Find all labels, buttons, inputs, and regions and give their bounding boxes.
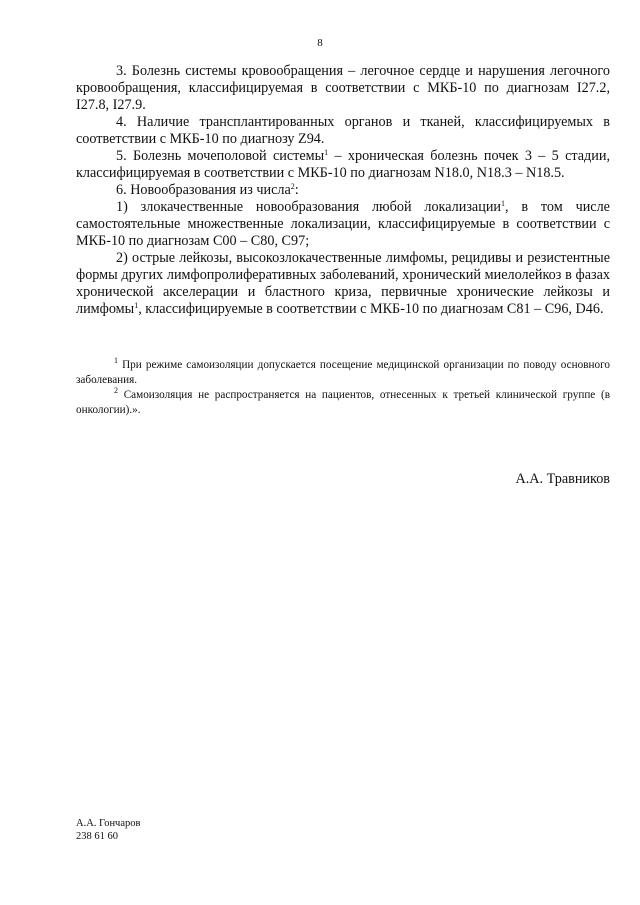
executor-phone: 238 61 60 bbox=[76, 831, 118, 842]
paragraph-text: 5. Болезнь мочеполовой системы bbox=[116, 148, 325, 164]
footnote-2 bbox=[76, 388, 610, 418]
paragraph-text: 2) острые лейкозы, высокозлокачественные лимфомы, рецидивы и резистентные формы других лимфопролиферативных заболеваний, хронический миелолейкоз в фазах хронической акселерации и бластного криза, первичные хронические лейкозы и лимфомы bbox=[76, 250, 610, 317]
footnote-reference: 1 bbox=[134, 301, 139, 310]
executor-block bbox=[76, 817, 140, 843]
paragraph-text: , классифицируемые в соответствии с МКБ-10 по диагнозам C81 – C96, D46. bbox=[138, 301, 604, 317]
paragraph-6-item-2 bbox=[76, 250, 610, 318]
footnote-1 bbox=[76, 358, 610, 388]
paragraph-text: – хроническая болезнь почек 3 – 5 стадии, классифицируемая в соответствии с МКБ-10 по диагнозам N18.0, N18.3 – N18.5. bbox=[76, 148, 610, 181]
paragraph-text: : bbox=[294, 182, 299, 198]
executor-name: А.А. Гончаров bbox=[76, 818, 141, 829]
footnote-reference: 1 bbox=[324, 148, 329, 157]
page-number: 8 bbox=[317, 37, 323, 49]
footnote-text: При режиме самоизоляции допускается посещение медицинской организации по поводу основного заболевания. bbox=[76, 359, 610, 386]
paragraph-4: 4. Наличие трансплантированных органов и тканей, классифицируемых в соответствии с МКБ-10 по диагнозу Z94. bbox=[76, 114, 610, 147]
paragraph-text: 1) злокачественные новообразования любой локализации bbox=[116, 199, 501, 215]
footnote-reference: 2 bbox=[290, 182, 295, 191]
paragraph-6 bbox=[76, 182, 610, 199]
paragraph-6-item-1 bbox=[76, 199, 610, 250]
signature-name: А.А. Травников bbox=[515, 471, 610, 487]
footnote-reference: 1 bbox=[501, 199, 505, 208]
paragraph-5 bbox=[76, 148, 610, 182]
paragraph-text: , в том числе самостоятельные множественные локализации, классифицируемые в соответствии с МКБ-10 по диагнозам C00 – C80, C97; bbox=[76, 199, 610, 249]
paragraph-text: 6. Новообразования из числа bbox=[116, 182, 291, 198]
footnote-text: Самоизоляция не распространяется на пациентов, отнесенных к третьей клинической группе (в онкологии).». bbox=[76, 389, 610, 416]
paragraph-3: 3. Болезнь системы кровообращения – легочное сердце и нарушения легочного кровообращения, классифицируемая в соответствии с МКБ-10 по диагнозам I27.2, I27.8, I27.9. bbox=[76, 63, 610, 113]
footnotes bbox=[76, 358, 610, 418]
footnote-mark: 1 bbox=[114, 356, 118, 365]
footnote-mark: 2 bbox=[114, 386, 118, 395]
document-body bbox=[76, 63, 610, 318]
